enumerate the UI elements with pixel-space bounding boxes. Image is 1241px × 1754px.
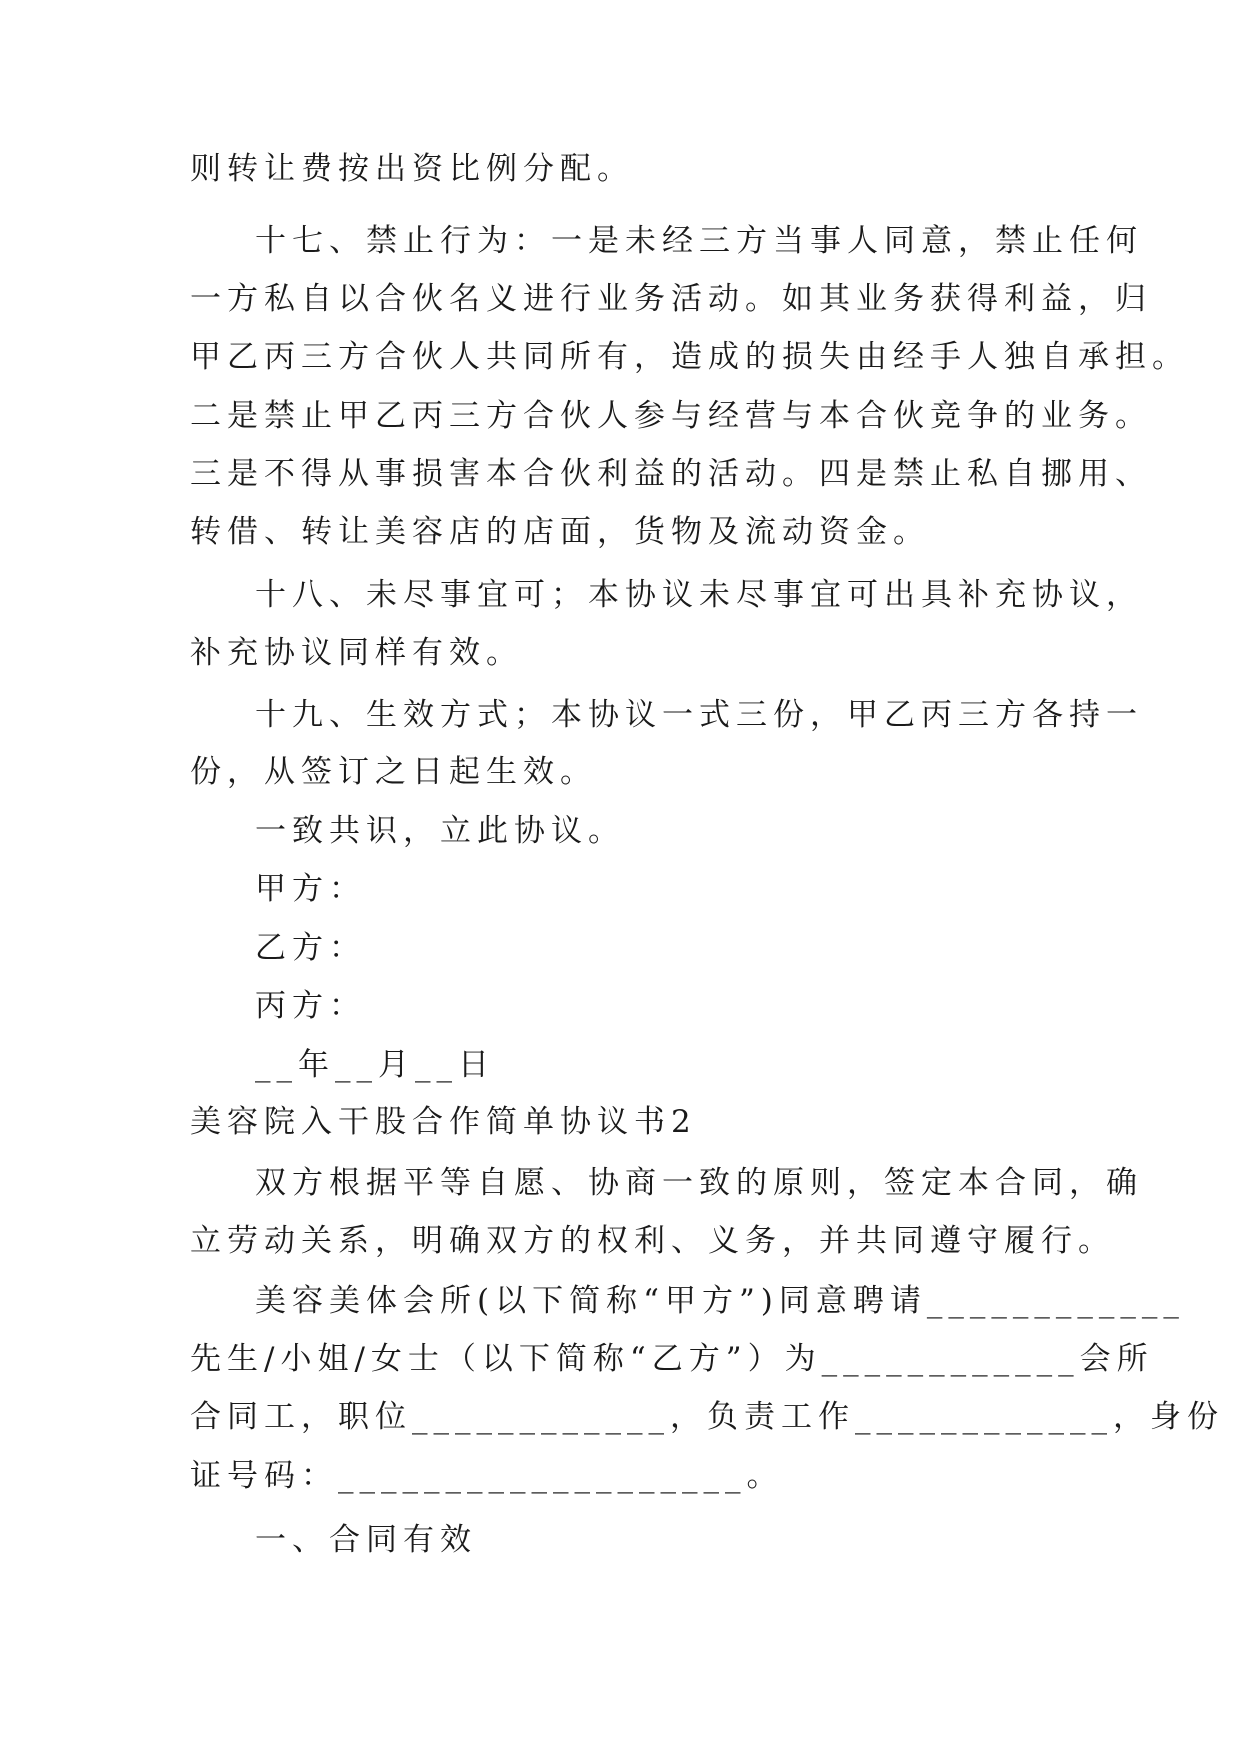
signature-party-c: 丙方： [255,988,366,1024]
text-line: 十八、未尽事宜可；本协议未尽事宜可出具补充协议， [255,577,1143,613]
text-line: 先生/小姐/女士（以下简称“乙方”）为____________会所 [190,1341,1154,1377]
text-line: 美容美体会所(以下简称“甲方”)同意聘请____________ [255,1283,1185,1319]
text-line: 十七、禁止行为：一是未经三方当事人同意，禁止任何 [255,223,1143,259]
text-line: 立劳动关系，明确双方的权利、义务，并共同遵守履行。 [190,1223,1115,1259]
text-line: 补充协议同样有效。 [190,635,523,671]
date-line: __年__月__日 [255,1047,495,1083]
text-line: 转借、转让美容店的店面，货物及流动资金。 [190,514,930,550]
text-line: 甲乙丙三方合伙人共同所有，造成的损失由经手人独自承担。 [190,339,1189,375]
section-heading: 一、合同有效 [255,1522,477,1558]
text-line: 份，从签订之日起生效。 [190,754,597,790]
text-line: 二是禁止甲乙丙三方合伙人参与经营与本合伙竞争的业务。 [190,398,1152,434]
section-title: 美容院入干股合作简单协议书2 [190,1104,697,1140]
text-line: 三是不得从事损害本合伙利益的活动。四是禁止私自挪用、 [190,456,1152,492]
text-line: 双方根据平等自愿、协商一致的原则，签定本合同，确 [255,1165,1143,1201]
text-line: 一方私自以合伙名义进行业务活动。如其业务获得利益，归 [190,281,1152,317]
text-line: 合同工，职位____________，负责工作____________，身份 [190,1399,1224,1435]
text-line: 证号码：___________________。 [190,1458,784,1494]
signature-party-b: 乙方： [255,930,366,966]
text-line: 十九、生效方式；本协议一式三份，甲乙丙三方各持一 [255,697,1143,733]
text-line: 一致共识，立此协议。 [255,813,625,849]
text-line: 则转让费按出资比例分配。 [190,151,634,187]
signature-party-a: 甲方： [255,871,366,907]
